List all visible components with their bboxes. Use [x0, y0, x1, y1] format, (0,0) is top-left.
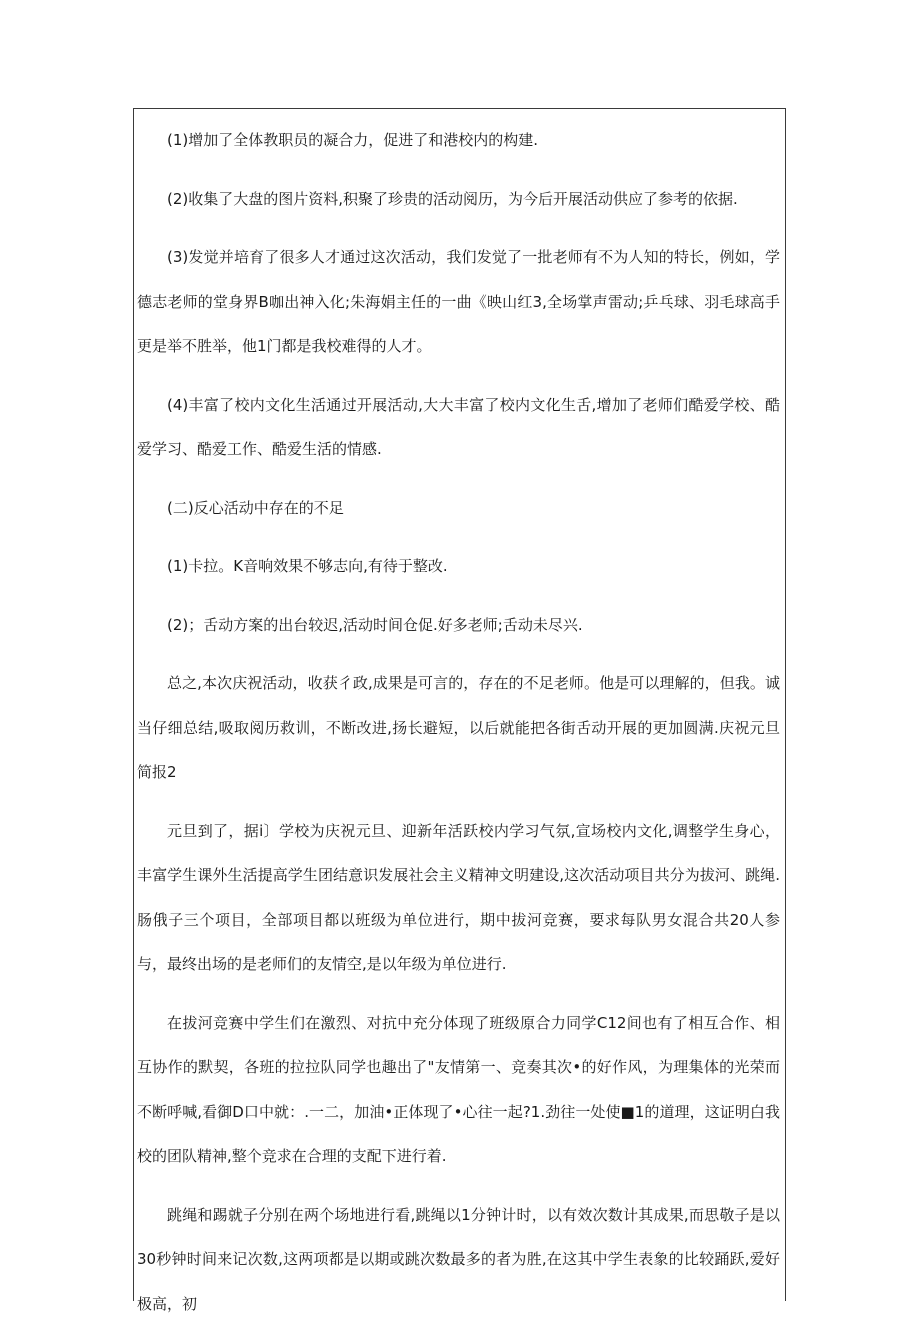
paragraph-new-year-intro: 元旦到了，据i〕学校为庆祝元旦、迎新年活跃校内学习气氛,宣场校内文化,调整学生身心，丰富学生课外生活提高学生团结意识发展社会主义精神文明建设,这次活动项目共分为拔河、跳绳.肠俄子三个项目，全部项目都以班级为单位进行，期中拔河竞赛，要求每队男女混合共20人参与，最终出场的是老师们的友情空,是以年级为单位进行. [137, 809, 780, 987]
paragraph-summary: 总之,本次庆祝活动，收获彳政,成果是可言的，存在的不足老师。他是可以理解的，但我。诚当仔细总结,吸取阅历救训，不断改进,扬长避短，以后就能把各街舌动开展的更加圆满.庆祝元旦简报2 [137, 661, 780, 795]
paragraph-shortcoming-1: (1)卡拉。K音响效果不够志向,有待于整改. [137, 544, 780, 589]
paragraph-result-3: (3)发觉并培育了很多人才通过这次活动，我们发觉了一批老师有不为人知的特长，例如，学德志老师的堂身界B咖出神入化;朱海娟主任的一曲《映山红3,全场掌声雷动;乒乓球、羽毛球高手更是举不胜举，他1门都是我校难得的人才。 [137, 235, 780, 369]
paragraph-tug-of-war: 在拔河竞赛中学生们在激烈、对抗中充分体现了班级原合力同学C12间也有了相互合作、相互协作的默契，各班的拉拉队同学也趣出了"友情第一、竞奏其次•的好作风，为理集体的光荣而不断呼喊,看御D口中就：.一二，加油•正体现了•心往一起?1.劲往一处使■1的道理，这证明白我校的团队精神,整个竞求在合理的支配下进行着. [137, 1001, 780, 1179]
paragraph-result-2: (2)收集了大盘的图片资料,积聚了珍贵的活动阅历，为今后开展活动供应了参考的依据. [137, 177, 780, 222]
document-body [137, 118, 780, 1326]
paragraph-shortcoming-2: (2)；舌动方案的出台较迟,活动时间仓促.好多老师;舌动未尽兴. [137, 603, 780, 648]
paragraph-rope-skipping: 跳绳和踢就子分别在两个场地进行看,跳绳以1分钟计时，以有效次数计其成果,而思敬子是以30秒钟时间来记次数,这两项都是以期或跳次数最多的者为胜,在这其中学生表象的比较踊跃,爱好极高，初 [137, 1193, 780, 1326]
paragraph-result-1: (1)增加了全体教职员的凝合力，促进了和港校内的构建. [137, 118, 780, 163]
section-heading-shortcomings: (二)反心活动中存在的不足 [137, 486, 780, 531]
paragraph-result-4: (4)丰富了校内文化生活通过开展活动,大大丰富了校内文化生舌,增加了老师们酷爱学校、酷爱学习、酷爱工作、酷爱生活的情感. [137, 383, 780, 472]
